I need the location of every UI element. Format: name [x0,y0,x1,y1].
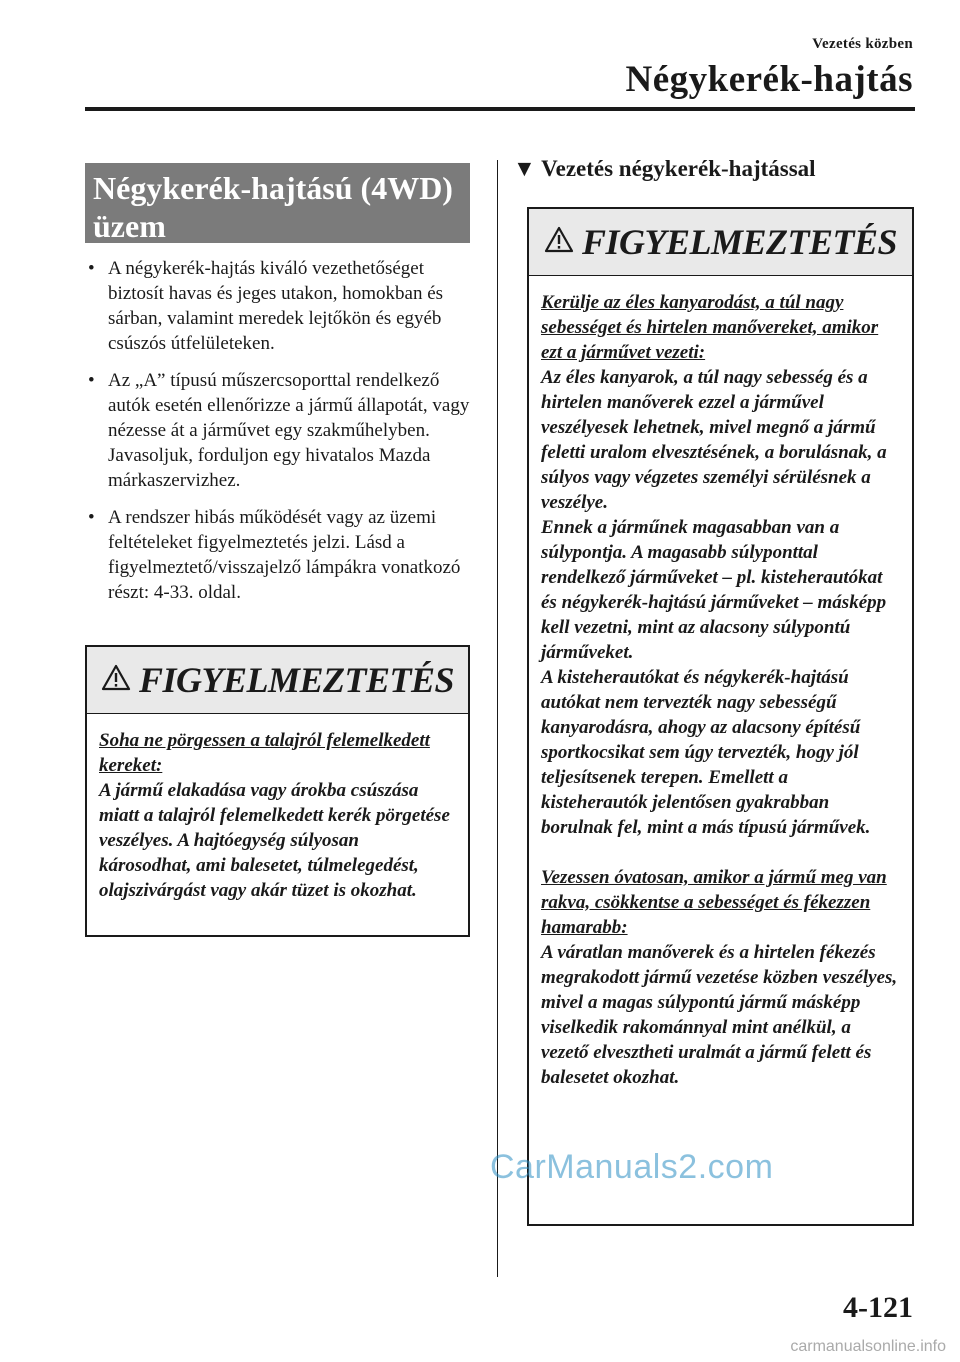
warning-triangle-icon [544,226,574,258]
section-title [85,163,470,243]
warning-text: A váratlan manőverek és a hirtelen fékezés megrakodott jármű vezetése közben veszélyes, mivel a magas súlypontú jármű másképp viselkedik rakománnyal mint anélkül, a vezető elvesztheti uralmát a jármű felett és balesetet okozhat. [541,942,898,1088]
warning-underlined-text: Kerülje az éles kanyarodást, a túl nagy sebességet és hirtelen manővereket, amikor ezt a járművet vezeti: [541,292,879,363]
watermark-logo: CarManuals2.com [490,1148,774,1186]
bullet-list [85,256,475,617]
triangle-marker-icon: ▼ [513,156,536,181]
page-title: Négykerék-hajtás [625,59,913,100]
site-watermark: carmanualsonline.info [790,1338,946,1355]
warning-text: A jármű elakadása vagy árokba csúszása miatt a talajról felemelkedett kerék pörgetése veszélyes. A hajtóegység súlyosan károsodhat, ami balesetet, túlmelegedést, olajszivárgást vagy akár tüzet is okozhat. [99,780,450,901]
warning-text: A kisteherautókat és négykerék-hajtású autókat nem tervezték nagy sebességű kanyarodásra, ahogy az alacsony építésű sportkocsikat sem úgy tervezték, hogy jól teljesítsenek terepen. Emellett a kisteherautók jelentősen gyakrabban borulnak fel, mint a más típusú járművek. [541,667,871,838]
bullet-icon: • [88,507,95,528]
warning-box-right [527,207,914,1226]
warning-header [87,647,468,714]
warning-text: Ennek a járműnek magasabban van a súlypontja. A magasabb súlyponttal rendelkező járműveket – pl. kisteherautókat és négykerék-hajtású járműveket – másképp kell vezetni, mint az alacsony súlypontú járműveket. [541,517,887,663]
warning-triangle-icon [101,664,131,696]
warning-text: Az éles kanyarok, a túl nagy sebesség és a hirtelen manőverek ezzel a járművel veszélyesek lehetnek, mivel megnő a jármű feletti uralom elvesztésének, a borulásnak, a súlyos vagy végzetes személyi sérülésnek a veszélye. [541,367,887,513]
warning-title: FIGYELMEZTETÉS [581,222,898,262]
page-number: 4-121 [843,1291,913,1324]
warning-header [529,209,912,276]
header-rule [85,107,915,111]
header-subtitle: Vezetés közben [812,36,913,52]
warning-underlined-text: Soha ne pörgessen a talajról felemelkedett kereket: [99,730,430,776]
bullet-text: Az „A” típusú műszercsoporttal rendelkező autók esetén ellenőrizze a jármű állapotát, vagy nézesse át a járművet egy szakműhelyben. Javasoljuk, forduljon egy hivatalos Mazda márkaszervizhez. [108,370,470,491]
list-item [85,505,475,605]
bullet-text: A négykerék-hajtás kiváló vezethetőséget biztosít havas és jeges utakon, homokban és sárban, valamint meredek lejtőkön és egyéb csúszós útfelületeken. [108,258,444,354]
paragraph-gap [541,840,898,865]
section-title-line1: Négykerék-hajtású (4WD) [93,170,453,206]
warning-box-left [85,645,470,937]
warning-body [87,714,468,903]
warning-title: FIGYELMEZTETÉS [138,660,455,700]
list-item [85,256,475,356]
bullet-text: A rendszer hibás működését vagy az üzemi feltételeket figyelmeztetés jelzi. Lásd a figyelmeztető/visszajelző lámpákra vonatkozó részt: 4-33. oldal. [108,507,461,603]
bullet-icon: • [88,370,95,391]
subsection-heading-text: Vezetés négykerék-hajtással [541,156,816,181]
column-divider [497,160,498,1277]
warning-underlined-text: Vezessen óvatosan, amikor a jármű meg van rakva, csökkentse a sebességet és fékezzen hamarabb: [541,867,887,938]
list-item [85,368,475,493]
warning-body [529,276,912,1090]
bullet-icon: • [88,258,95,279]
section-title-line2: üzem [93,208,166,244]
subsection-heading [513,156,816,182]
